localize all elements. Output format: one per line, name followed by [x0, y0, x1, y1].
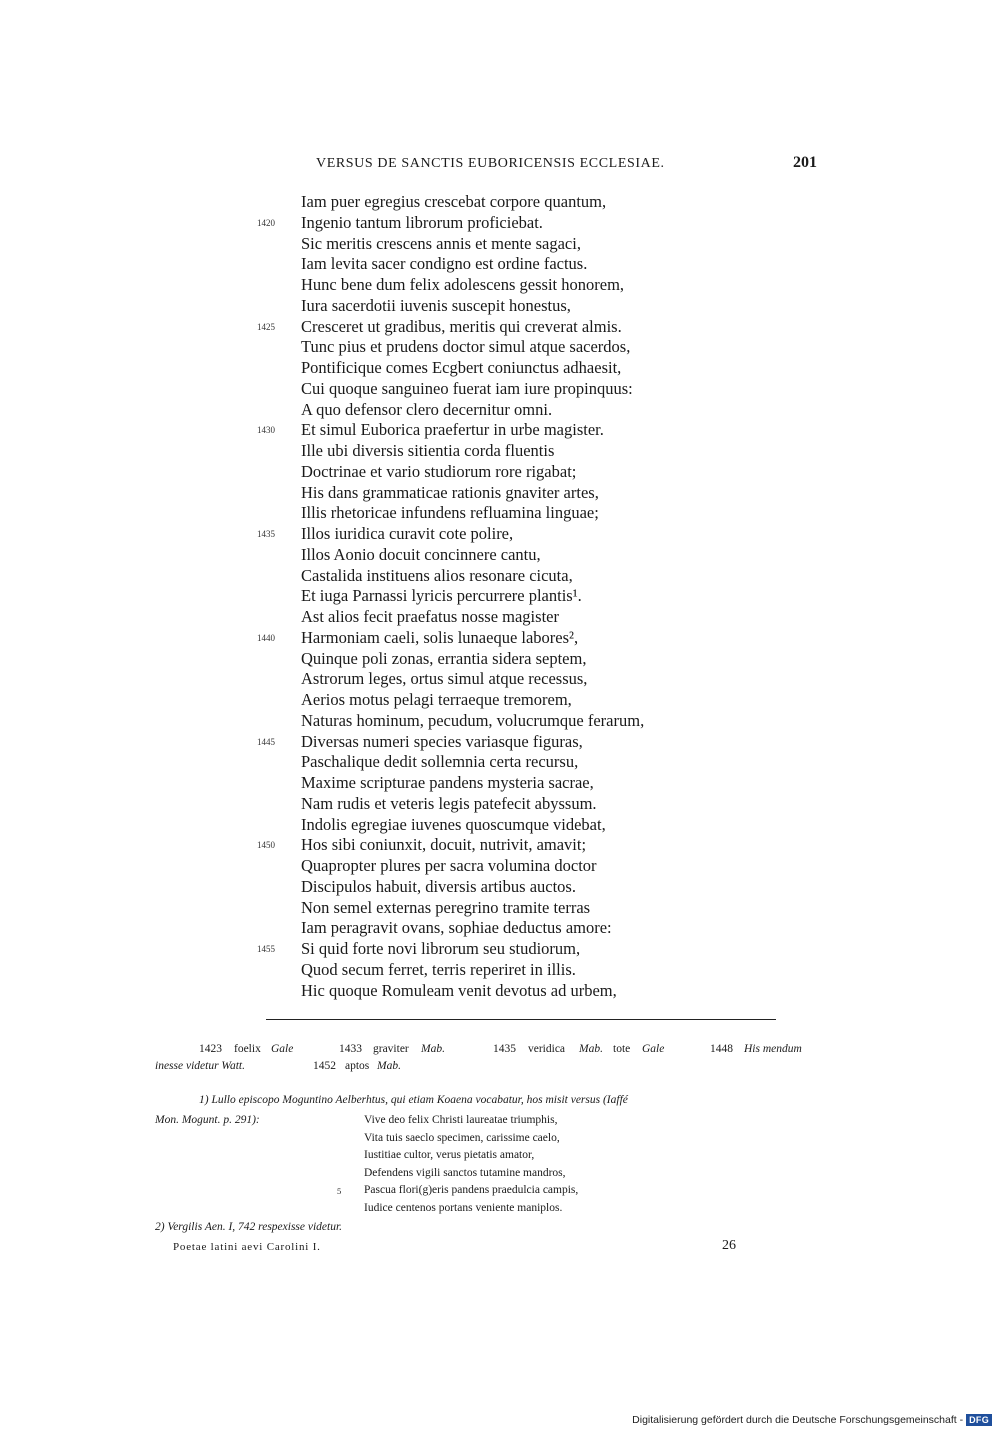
- apparatus-source: Mab.: [377, 1060, 401, 1072]
- apparatus-reading: aptos: [345, 1060, 370, 1072]
- verse-line: [0, 898, 1000, 919]
- footnote-poem-text: Pascua flori(g)eris pandens praedulcia campis,: [364, 1184, 579, 1197]
- verse-text-line: Non semel externas peregrino tramite terras: [301, 897, 591, 917]
- footnote-poem-text: Iudice centenos portans veniente maniplos.: [364, 1201, 563, 1214]
- footnote-1-intro: 1) Lullo episcopo Moguntino Aelberhtus, qui etiam Koaena vocabatur, hos misit versus (Iaffé: [199, 1094, 628, 1106]
- verse-line: [0, 503, 1000, 524]
- verse-line: [0, 358, 1000, 379]
- verse-text-line: Ast alios fecit praefatus nosse magister: [301, 607, 559, 626]
- verse-text-line: Tunc pius et prudens doctor simul atque sacerdos,: [301, 337, 631, 357]
- apparatus-source: Gale: [642, 1043, 665, 1055]
- verse-text-line: Doctrinae et vario studiorum rore rigabat;: [301, 461, 577, 481]
- footnote-poem-line: [337, 1182, 579, 1200]
- verse-line: [0, 981, 1000, 1002]
- verse-text-line: Hunc bene dum felix adolescens gessit honorem,: [301, 275, 625, 294]
- apparatus-reading: His mendum: [744, 1043, 802, 1055]
- verse-text-line: Illis rhetoricae infundens refluamina linguae;: [301, 503, 599, 523]
- verse-text-line: Hic quoque Romuleam venit devotus ad urbem,: [301, 980, 617, 1000]
- verse-line: [0, 524, 1000, 545]
- running-title: VERSUS DE SANCTIS EUBORICENSIS ECCLESIAE.: [316, 156, 665, 171]
- verse-line: [0, 400, 1000, 421]
- verse-line: [0, 545, 1000, 566]
- verse-text-line: Quod secum ferret, terris reperiret in illis.: [301, 959, 576, 979]
- verse-line: [0, 649, 1000, 670]
- funding-text: Digitalisierung gefördert durch die Deutsche Forschungsgemeinschaft -: [632, 1414, 964, 1426]
- verse-text-line: Nam rudis et veteris legis patefecit abyssum.: [301, 793, 597, 813]
- verse-line: [0, 213, 1000, 234]
- apparatus-line-num: 1452: [313, 1060, 336, 1072]
- verse-line: [0, 420, 1000, 441]
- verse-line: [0, 628, 1000, 649]
- page-number: 201: [793, 154, 817, 171]
- apparatus-reading: tote: [613, 1043, 631, 1055]
- verse-text-line: Sic meritis crescens annis et mente sagaci,: [301, 233, 581, 253]
- line-number: 1420: [257, 217, 275, 228]
- footnote-poem-line: [364, 1165, 578, 1183]
- line-number: 1435: [257, 529, 275, 539]
- verse-line: [0, 254, 1000, 275]
- line-number: 1455: [257, 944, 275, 954]
- footnote-poem-line: [364, 1112, 578, 1130]
- verse-line: [0, 607, 1000, 628]
- verse-text-line: Aerios motus pelagi terraeque tremorem,: [301, 690, 572, 709]
- verse-line: [0, 379, 1000, 400]
- apparatus-reading: graviter: [373, 1043, 409, 1055]
- verse-line: [0, 918, 1000, 939]
- apparatus-line-num: 1448: [710, 1043, 733, 1055]
- verse-text-line: A quo defensor clero decernitur omni.: [301, 399, 553, 419]
- verse-line: [0, 234, 1000, 255]
- verse-text-line: Ingenio tantum librorum proficiebat.: [301, 212, 543, 232]
- verse-line: [0, 669, 1000, 690]
- footnote-poem-text: Iustitiae cultor, verus pietatis amator,: [364, 1149, 535, 1162]
- verse-line: [0, 815, 1000, 836]
- verse-line: [0, 690, 1000, 711]
- verse-line: [0, 877, 1000, 898]
- dfg-logo-icon: DFG: [966, 1414, 992, 1426]
- verse-text-line: Paschalique dedit sollemnia certa recursu,: [301, 752, 579, 772]
- apparatus-source: Gale: [271, 1043, 294, 1055]
- verse-text-line: Iam peragravit ovans, sophiae deductus amore:: [301, 918, 612, 938]
- footnote-poem-text: Defendens vigili sanctos tutamine mandros,: [364, 1166, 566, 1179]
- verse-line: [0, 586, 1000, 607]
- verse-text-line: Hos sibi coniunxit, docuit, nutrivit, amavit;: [301, 835, 587, 855]
- verse-line: [0, 794, 1000, 815]
- verse-text-line: Illos iuridica curavit cote polire,: [301, 524, 514, 543]
- verse-text-line: Ille ubi diversis sitientia corda fluentis: [301, 441, 555, 460]
- line-number: 1445: [257, 736, 275, 747]
- line-number: 1425: [257, 321, 275, 332]
- footnote-poem: [337, 1112, 579, 1218]
- verse-line: [0, 192, 1000, 213]
- verse-line: [0, 462, 1000, 483]
- series-title: Poetae latini aevi Carolini I.: [173, 1241, 321, 1253]
- footnote-2: 2) Vergilis Aen. I, 742 respexisse videtur.: [155, 1221, 343, 1233]
- verse-line: [0, 337, 1000, 358]
- verse-line: [0, 752, 1000, 773]
- footnote-1-intro-cont: Mon. Mogunt. p. 291):: [155, 1114, 260, 1126]
- funding-notice: [632, 1414, 992, 1426]
- verse-text-line: Harmoniam caeli, solis lunaeque labores²,: [301, 627, 579, 647]
- verse-text: [0, 192, 1000, 1001]
- verse-text-line: Illos Aonio docuit concinnere cantu,: [301, 544, 541, 564]
- verse-line: [0, 566, 1000, 587]
- verse-text-line: Iam puer egregius crescebat corpore quantum,: [301, 192, 607, 211]
- signature-mark: 26: [722, 1238, 736, 1253]
- footnote-poem-line: [364, 1147, 578, 1165]
- verse-line: [0, 275, 1000, 296]
- footnote-poem-line: [364, 1200, 578, 1218]
- apparatus-line-num: 1435: [493, 1043, 516, 1055]
- apparatus-source: Mab.: [421, 1043, 445, 1055]
- verse-text-line: Iura sacerdotii iuvenis suscepit honestus,: [301, 295, 571, 315]
- verse-line: [0, 939, 1000, 960]
- verse-text-line: Naturas hominum, pecudum, volucrumque ferarum,: [301, 710, 645, 730]
- verse-text-line: Diversas numeri species variasque figuras,: [301, 731, 583, 751]
- verse-line: [0, 711, 1000, 732]
- verse-text-line: Castalida instituens alios resonare cicuta,: [301, 565, 573, 585]
- verse-line: [0, 773, 1000, 794]
- verse-text-line: Quapropter plures per sacra volumina doctor: [301, 856, 597, 875]
- footnote-poem-text: Vive deo felix Christi laureatae triumphis,: [364, 1114, 558, 1126]
- verse-text-line: Et simul Euborica praefertur in urbe magister.: [301, 420, 604, 440]
- line-number: 1450: [257, 840, 275, 851]
- verse-text-line: Cui quoque sanguineo fuerat iam iure propinquus:: [301, 378, 633, 398]
- footnote-poem-text: Vita tuis saeclo specimen, carissime caelo,: [364, 1131, 560, 1144]
- verse-line: [0, 960, 1000, 981]
- verse-text-line: Cresceret ut gradibus, meritis qui creverat almis.: [301, 316, 622, 336]
- footnote-poem-line-number: 5: [337, 1186, 342, 1197]
- verse-line: [0, 317, 1000, 338]
- verse-text-line: Indolis egregiae iuvenes quoscumque videbat,: [301, 814, 606, 834]
- footnote-rule: [266, 1019, 776, 1020]
- critical-apparatus: [155, 1041, 825, 1075]
- verse-line: [0, 856, 1000, 877]
- verse-line: [0, 441, 1000, 462]
- verse-text-line: Et iuga Parnassi lyricis percurrere plantis¹.: [301, 586, 582, 606]
- verse-text-line: Maxime scripturae pandens mysteria sacrae,: [301, 773, 594, 792]
- verse-text-line: Quinque poli zonas, errantia sidera septem,: [301, 648, 587, 668]
- verse-text-line: Pontificique comes Ecgbert coniunctus adhaesit,: [301, 358, 622, 377]
- verse-line: [0, 835, 1000, 856]
- verse-line: [0, 296, 1000, 317]
- footnote-poem-line: [364, 1130, 578, 1148]
- verse-text-line: Si quid forte novi librorum seu studiorum,: [301, 939, 581, 958]
- apparatus-continuation: inesse videtur Watt.: [155, 1060, 245, 1072]
- line-number: 1430: [257, 425, 275, 436]
- apparatus-source: Mab.: [579, 1043, 603, 1055]
- verse-text-line: His dans grammaticae rationis gnaviter artes,: [301, 482, 599, 502]
- line-number: 1440: [257, 632, 275, 643]
- running-header: [0, 156, 1000, 178]
- verse-text-line: Astrorum leges, ortus simul atque recessus,: [301, 669, 588, 689]
- verse-line: [0, 732, 1000, 753]
- verse-line: [0, 483, 1000, 504]
- verse-text-line: Discipulos habuit, diversis artibus auctos.: [301, 876, 576, 896]
- apparatus-line-num: 1423: [199, 1043, 222, 1055]
- verse-text-line: Iam levita sacer condigno est ordine factus.: [301, 254, 588, 274]
- apparatus-reading: veridica: [528, 1043, 566, 1055]
- apparatus-line-num: 1433: [339, 1043, 362, 1055]
- apparatus-reading: foelix: [234, 1043, 261, 1055]
